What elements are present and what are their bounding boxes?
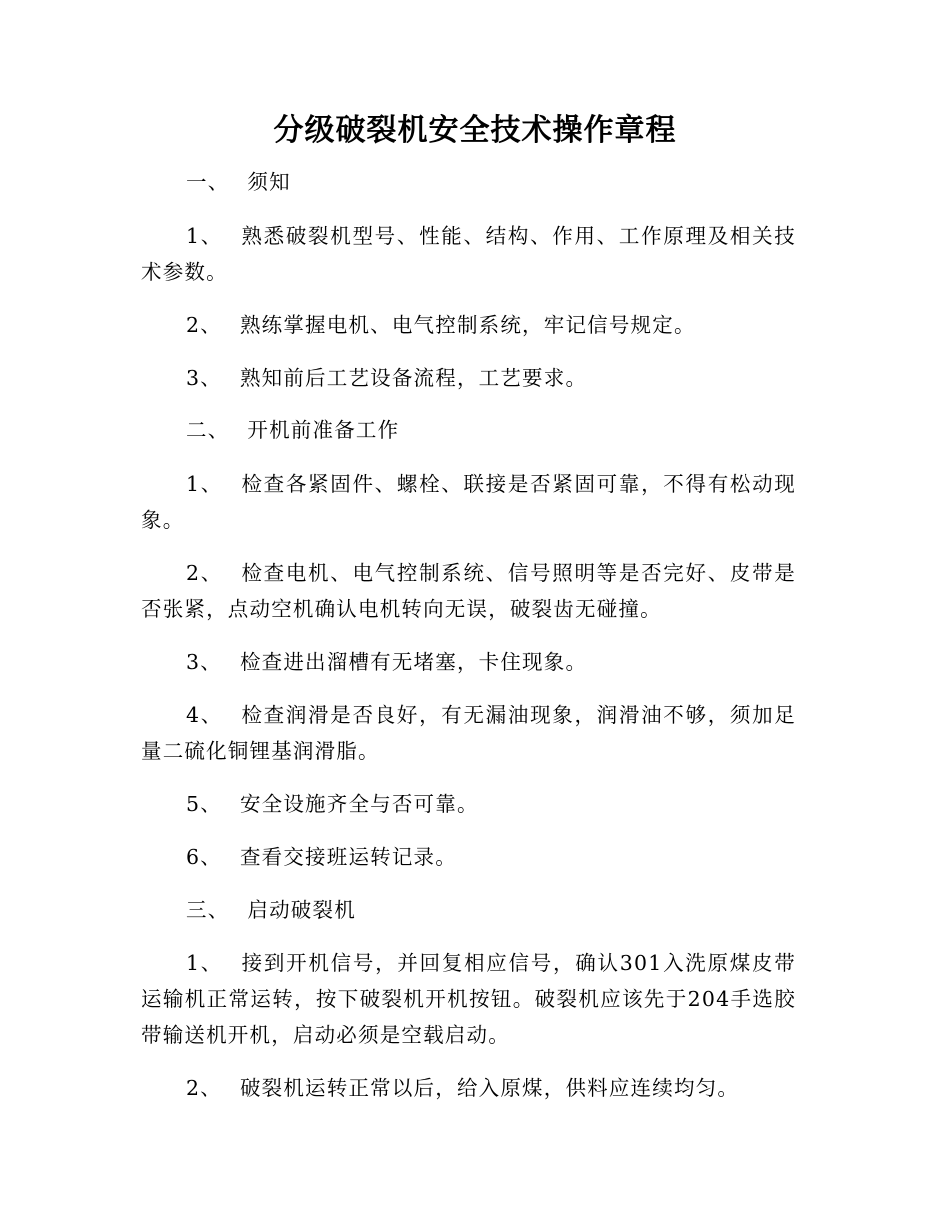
para-text: 查看交接班运转记录。 <box>239 845 457 869</box>
para-number: 4、 <box>186 703 223 727</box>
paragraph <box>141 1070 796 1106</box>
para-text: 安全设施齐全与否可靠。 <box>239 792 479 816</box>
para-number: 1、 <box>186 224 223 248</box>
paragraph <box>141 218 796 290</box>
paragraph <box>141 697 796 769</box>
para-number: 二、 <box>186 418 230 442</box>
para-number: 2、 <box>186 561 223 585</box>
para-text: 须知 <box>247 170 291 194</box>
para-text: 开机前准备工作 <box>247 418 400 442</box>
paragraph <box>141 307 796 343</box>
para-text: 熟练掌握电机、电气控制系统，牢记信号规定。 <box>239 313 696 337</box>
paragraph <box>141 360 796 396</box>
para-number: 三、 <box>186 898 230 922</box>
section-heading-3 <box>141 892 796 928</box>
para-text: 接到开机信号，并回复相应信号，确认301入洗原煤皮带运输机正常运转，按下破裂机开机按钮。破裂机应该先于204手选胶带输送机开机，启动必须是空载启动。 <box>141 951 796 1047</box>
para-text: 检查润滑是否良好，有无漏油现象，润滑油不够，须加足量二硫化铜锂基润滑脂。 <box>141 703 796 763</box>
para-text: 熟悉破裂机型号、性能、结构、作用、工作原理及相关技术参数。 <box>141 224 796 284</box>
para-number: 1、 <box>186 951 224 975</box>
para-number: 1、 <box>186 472 223 496</box>
para-text: 启动破裂机 <box>247 898 356 922</box>
para-number: 6、 <box>186 845 222 869</box>
section-heading-2 <box>141 412 796 448</box>
paragraph <box>141 945 796 1053</box>
para-number: 3、 <box>186 650 222 674</box>
para-text: 检查电机、电气控制系统、信号照明等是否完好、皮带是否张紧，点动空机确认电机转向无误，破裂齿无碰撞。 <box>141 561 796 621</box>
paragraph <box>141 839 796 875</box>
section-heading-1 <box>141 164 796 200</box>
para-number: 一、 <box>186 170 230 194</box>
para-text: 检查各紧固件、螺栓、联接是否紧固可靠，不得有松动现象。 <box>141 472 796 532</box>
para-text: 检查进出溜槽有无堵塞，卡住现象。 <box>239 650 588 674</box>
para-text: 熟知前后工艺设备流程，工艺要求。 <box>239 366 588 390</box>
paragraph <box>141 555 796 627</box>
document-title: 分级破裂机安全技术操作章程 <box>273 113 677 148</box>
paragraph <box>141 786 796 822</box>
para-number: 5、 <box>186 792 222 816</box>
paragraph <box>141 466 796 538</box>
paragraph <box>141 644 796 680</box>
para-number: 2、 <box>186 313 222 337</box>
para-number: 2、 <box>186 1076 222 1100</box>
para-text: 破裂机运转正常以后，给入原煤，供料应连续均匀。 <box>239 1076 740 1100</box>
para-number: 3、 <box>186 366 222 390</box>
